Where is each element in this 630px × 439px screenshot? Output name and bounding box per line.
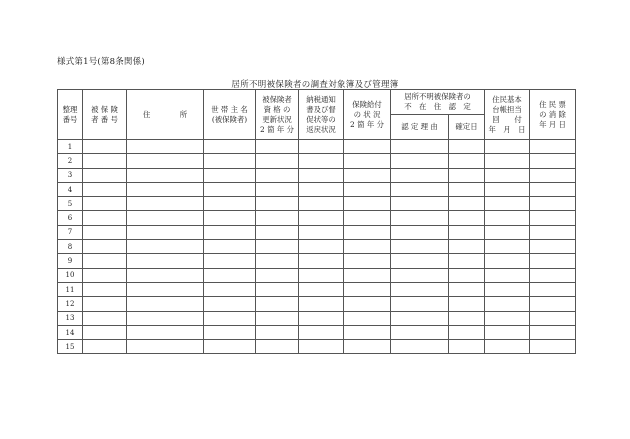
table-cell[interactable] bbox=[83, 154, 127, 168]
table-cell[interactable] bbox=[530, 140, 576, 154]
row-number: 15 bbox=[58, 340, 83, 354]
table-cell[interactable] bbox=[127, 140, 204, 154]
table-cell[interactable] bbox=[204, 282, 256, 296]
table-cell[interactable] bbox=[449, 197, 485, 211]
table-row bbox=[58, 182, 576, 196]
register-rows bbox=[58, 140, 576, 354]
header-nozei-tsuchi: 納税通知 書及び督 促状等の 返戻状況 bbox=[299, 90, 344, 140]
table-cell[interactable] bbox=[83, 325, 127, 339]
table-cell[interactable] bbox=[485, 311, 530, 325]
table-cell[interactable] bbox=[344, 240, 391, 254]
table-cell[interactable] bbox=[485, 297, 530, 311]
table-cell[interactable] bbox=[391, 282, 449, 296]
table-cell[interactable] bbox=[256, 325, 299, 339]
table-cell[interactable] bbox=[127, 225, 204, 239]
table-cell[interactable] bbox=[449, 182, 485, 196]
table-row bbox=[58, 197, 576, 211]
register-table bbox=[57, 89, 576, 354]
table-cell[interactable] bbox=[485, 168, 530, 182]
table-cell[interactable] bbox=[83, 211, 127, 225]
table-cell[interactable] bbox=[256, 225, 299, 239]
table-cell[interactable] bbox=[299, 282, 344, 296]
table-row bbox=[58, 268, 576, 282]
row-number: 10 bbox=[58, 268, 83, 282]
table-cell[interactable] bbox=[83, 297, 127, 311]
table-cell[interactable] bbox=[127, 197, 204, 211]
table-cell[interactable] bbox=[127, 268, 204, 282]
table-cell[interactable] bbox=[204, 182, 256, 196]
table-cell[interactable] bbox=[204, 325, 256, 339]
table-cell[interactable] bbox=[449, 168, 485, 182]
table-cell[interactable] bbox=[256, 140, 299, 154]
table-cell[interactable] bbox=[256, 240, 299, 254]
table-cell[interactable] bbox=[256, 168, 299, 182]
table-cell[interactable] bbox=[299, 154, 344, 168]
table-cell[interactable] bbox=[485, 154, 530, 168]
table-cell[interactable] bbox=[530, 297, 576, 311]
table-cell[interactable] bbox=[83, 140, 127, 154]
row-number: 14 bbox=[58, 325, 83, 339]
row-number: 5 bbox=[58, 197, 83, 211]
row-number: 13 bbox=[58, 311, 83, 325]
table-cell[interactable] bbox=[485, 225, 530, 239]
table-cell[interactable] bbox=[83, 182, 127, 196]
table-cell[interactable] bbox=[299, 325, 344, 339]
header-hoken-kyufu: 保険給付 の 状 況 2 箇 年 分 bbox=[344, 90, 391, 140]
row-number: 12 bbox=[58, 297, 83, 311]
table-cell[interactable] bbox=[530, 225, 576, 239]
table-cell[interactable] bbox=[485, 182, 530, 196]
table-cell[interactable] bbox=[449, 268, 485, 282]
table-cell[interactable] bbox=[485, 197, 530, 211]
table-cell[interactable] bbox=[530, 182, 576, 196]
header-setai-nushi: 世 帯 主 名 (被保険者) bbox=[204, 90, 256, 140]
table-cell[interactable] bbox=[256, 211, 299, 225]
table-cell[interactable] bbox=[530, 168, 576, 182]
table-cell[interactable] bbox=[530, 311, 576, 325]
table-cell[interactable] bbox=[344, 182, 391, 196]
table-cell[interactable] bbox=[256, 311, 299, 325]
table-cell[interactable] bbox=[204, 297, 256, 311]
table-row bbox=[58, 254, 576, 268]
table-cell[interactable] bbox=[391, 297, 449, 311]
table-row bbox=[58, 168, 576, 182]
table-cell[interactable] bbox=[344, 297, 391, 311]
header-nintei-riyu: 認 定 理 由 bbox=[391, 115, 449, 140]
table-cell[interactable] bbox=[530, 197, 576, 211]
row-number: 1 bbox=[58, 140, 83, 154]
table-cell[interactable] bbox=[127, 154, 204, 168]
table-cell[interactable] bbox=[485, 340, 530, 354]
table-cell[interactable] bbox=[391, 254, 449, 268]
table-cell[interactable] bbox=[256, 282, 299, 296]
table-cell[interactable] bbox=[127, 340, 204, 354]
row-number: 8 bbox=[58, 240, 83, 254]
table-cell[interactable] bbox=[256, 182, 299, 196]
table-cell[interactable] bbox=[391, 168, 449, 182]
table-cell[interactable] bbox=[299, 240, 344, 254]
table-cell[interactable] bbox=[485, 282, 530, 296]
table-cell[interactable] bbox=[299, 297, 344, 311]
header-seiri-bango: 整理 番号 bbox=[58, 90, 83, 140]
table-cell[interactable] bbox=[299, 268, 344, 282]
table-row bbox=[58, 297, 576, 311]
table-cell[interactable] bbox=[449, 225, 485, 239]
table-cell[interactable] bbox=[299, 182, 344, 196]
table-cell[interactable] bbox=[299, 340, 344, 354]
row-number: 3 bbox=[58, 168, 83, 182]
table-cell[interactable] bbox=[485, 325, 530, 339]
document-title: 居所不明被保険者の調査対象簿及び管理簿 bbox=[231, 80, 399, 90]
table-cell[interactable] bbox=[449, 282, 485, 296]
table-cell[interactable] bbox=[344, 254, 391, 268]
table-cell[interactable] bbox=[530, 325, 576, 339]
table-cell[interactable] bbox=[299, 311, 344, 325]
table-cell[interactable] bbox=[204, 268, 256, 282]
table-cell[interactable] bbox=[256, 197, 299, 211]
table-cell[interactable] bbox=[485, 268, 530, 282]
table-cell[interactable] bbox=[127, 240, 204, 254]
table-cell[interactable] bbox=[299, 197, 344, 211]
table-cell[interactable] bbox=[391, 154, 449, 168]
header-jusho: 住 所 bbox=[127, 90, 204, 140]
table-row bbox=[58, 311, 576, 325]
table-cell[interactable] bbox=[127, 211, 204, 225]
table-cell[interactable] bbox=[127, 311, 204, 325]
table-cell[interactable] bbox=[530, 211, 576, 225]
table-cell[interactable] bbox=[485, 254, 530, 268]
table-cell[interactable] bbox=[83, 268, 127, 282]
table-cell[interactable] bbox=[344, 197, 391, 211]
row-number: 6 bbox=[58, 211, 83, 225]
table-cell[interactable] bbox=[344, 325, 391, 339]
table-cell[interactable] bbox=[344, 140, 391, 154]
table-row bbox=[58, 154, 576, 168]
table-cell[interactable] bbox=[344, 211, 391, 225]
table-cell[interactable] bbox=[391, 225, 449, 239]
table-cell[interactable] bbox=[83, 254, 127, 268]
table-cell[interactable] bbox=[391, 211, 449, 225]
table-cell[interactable] bbox=[204, 140, 256, 154]
header-hihokensha-bango: 被 保 険 者 番 号 bbox=[83, 90, 127, 140]
table-cell[interactable] bbox=[256, 254, 299, 268]
table-cell[interactable] bbox=[391, 240, 449, 254]
table-cell[interactable] bbox=[204, 254, 256, 268]
table-cell[interactable] bbox=[83, 240, 127, 254]
table-cell[interactable] bbox=[344, 311, 391, 325]
table-cell[interactable] bbox=[344, 225, 391, 239]
table-cell[interactable] bbox=[256, 340, 299, 354]
table-cell[interactable] bbox=[204, 240, 256, 254]
table-cell[interactable] bbox=[204, 168, 256, 182]
table-cell[interactable] bbox=[299, 211, 344, 225]
table-cell[interactable] bbox=[344, 282, 391, 296]
table-cell[interactable] bbox=[127, 325, 204, 339]
table-cell[interactable] bbox=[204, 340, 256, 354]
table-cell[interactable] bbox=[391, 325, 449, 339]
table-row bbox=[58, 282, 576, 296]
table-cell[interactable] bbox=[83, 282, 127, 296]
table-cell[interactable] bbox=[485, 211, 530, 225]
table-cell[interactable] bbox=[83, 197, 127, 211]
header-nintei-bi: 確定日 bbox=[449, 115, 485, 140]
table-cell[interactable] bbox=[204, 197, 256, 211]
table-row bbox=[58, 325, 576, 339]
table-cell[interactable] bbox=[204, 311, 256, 325]
table-cell[interactable] bbox=[449, 211, 485, 225]
table-cell[interactable] bbox=[204, 211, 256, 225]
table-cell[interactable] bbox=[127, 297, 204, 311]
table-cell[interactable] bbox=[83, 311, 127, 325]
table-cell[interactable] bbox=[299, 254, 344, 268]
form-identifier: 様式第1号(第8条関係) bbox=[57, 57, 145, 67]
table-cell[interactable] bbox=[449, 240, 485, 254]
table-cell[interactable] bbox=[391, 182, 449, 196]
table-cell[interactable] bbox=[391, 140, 449, 154]
table-cell[interactable] bbox=[485, 140, 530, 154]
table-cell[interactable] bbox=[530, 340, 576, 354]
table-cell[interactable] bbox=[449, 140, 485, 154]
table-cell[interactable] bbox=[256, 297, 299, 311]
table-cell[interactable] bbox=[256, 268, 299, 282]
table-cell[interactable] bbox=[449, 311, 485, 325]
table-cell[interactable] bbox=[391, 340, 449, 354]
table-cell[interactable] bbox=[344, 168, 391, 182]
table-cell[interactable] bbox=[127, 182, 204, 196]
table-cell[interactable] bbox=[344, 268, 391, 282]
row-number: 4 bbox=[58, 182, 83, 196]
table-row bbox=[58, 340, 576, 354]
table-cell[interactable] bbox=[449, 254, 485, 268]
table-cell[interactable] bbox=[256, 154, 299, 168]
table-cell[interactable] bbox=[344, 340, 391, 354]
table-cell[interactable] bbox=[530, 154, 576, 168]
header-shikaku-koshin: 被保険者 資 格 の 更新状況 2 箇 年 分 bbox=[256, 90, 299, 140]
row-number: 2 bbox=[58, 154, 83, 168]
table-cell[interactable] bbox=[299, 168, 344, 182]
table-cell[interactable] bbox=[127, 282, 204, 296]
header-fuzai-nintei: 居所不明被保険者の 不 在 住 認 定 bbox=[391, 90, 485, 115]
table-cell[interactable] bbox=[449, 325, 485, 339]
table-cell[interactable] bbox=[83, 340, 127, 354]
table-cell[interactable] bbox=[391, 311, 449, 325]
table-cell[interactable] bbox=[127, 254, 204, 268]
table-cell[interactable] bbox=[344, 154, 391, 168]
table-cell[interactable] bbox=[449, 297, 485, 311]
table-cell[interactable] bbox=[530, 240, 576, 254]
header-jumin-shojo: 住 民 票 の 消 除 年 月 日 bbox=[530, 90, 576, 140]
table-cell[interactable] bbox=[530, 268, 576, 282]
table-row bbox=[58, 211, 576, 225]
row-number: 7 bbox=[58, 225, 83, 239]
table-cell[interactable] bbox=[485, 240, 530, 254]
row-number: 9 bbox=[58, 254, 83, 268]
table-cell[interactable] bbox=[204, 225, 256, 239]
table-row bbox=[58, 240, 576, 254]
table-cell[interactable] bbox=[127, 168, 204, 182]
header-jumin-kihon: 住民基本 台帳担当 回 付 年 月 日 bbox=[485, 90, 530, 140]
table-cell[interactable] bbox=[83, 225, 127, 239]
table-cell[interactable] bbox=[530, 282, 576, 296]
table-cell[interactable] bbox=[299, 225, 344, 239]
table-cell[interactable] bbox=[299, 140, 344, 154]
table-row bbox=[58, 140, 576, 154]
table-cell[interactable] bbox=[391, 197, 449, 211]
table-row bbox=[58, 225, 576, 239]
table-cell[interactable] bbox=[391, 268, 449, 282]
table-cell[interactable] bbox=[449, 340, 485, 354]
table-cell[interactable] bbox=[83, 168, 127, 182]
table-cell[interactable] bbox=[530, 254, 576, 268]
table-cell[interactable] bbox=[449, 154, 485, 168]
table-cell[interactable] bbox=[204, 154, 256, 168]
row-number: 11 bbox=[58, 282, 83, 296]
